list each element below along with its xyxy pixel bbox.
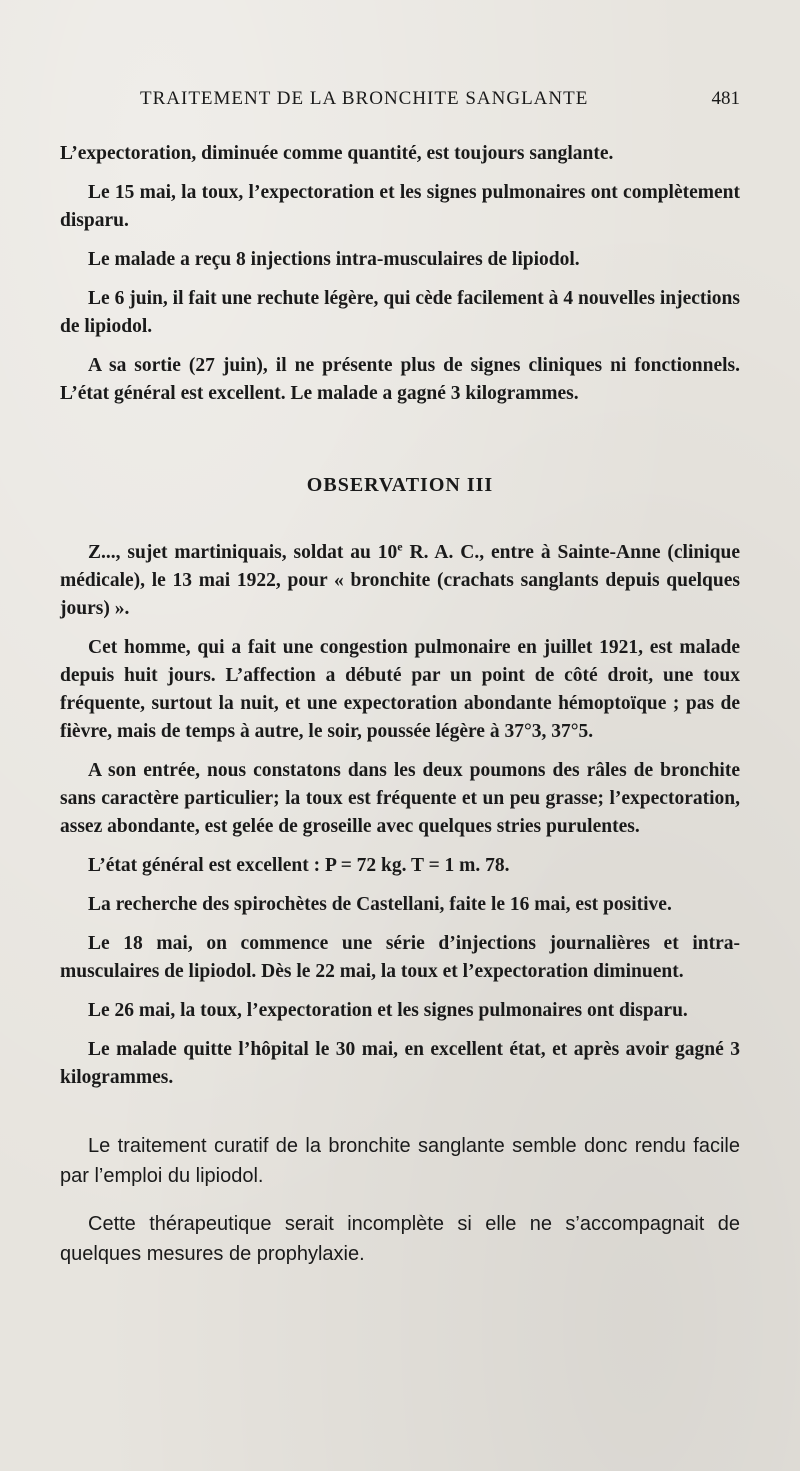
paragraph: L’état général est excellent : P = 72 kg. T = 1 m. 78. <box>88 855 510 876</box>
paragraph: Le 15 mai, la toux, l’expectoration et les signes pulmonaires ont complètement disparu. <box>60 182 740 231</box>
paragraph: A sa sortie (27 juin), il ne présente plus de signes cliniques ni fonctionnels. L’état général est excellent. Le malade a gagné 3 kilogrammes. <box>60 355 740 404</box>
paragraph: L’expectoration, diminuée comme quantité, est toujours sanglante. <box>60 143 614 164</box>
conclusion-paragraph: Cette thérapeutique serait incomplète si elle ne s’accompagnait de quelques mesures de prophylaxie. <box>60 1213 740 1265</box>
page-body <box>60 140 740 1287</box>
conclusion-paragraph: Le traitement curatif de la bronchite sanglante semble donc rendu facile par l’emploi du lipiodol. <box>60 1135 740 1187</box>
conclusion <box>60 1131 740 1269</box>
running-title: TRAITEMENT DE LA BRONCHITE SANGLANTE <box>140 88 589 109</box>
paragraph: Cet homme, qui a fait une congestion pulmonaire en juillet 1921, est malade depuis huit jours. L’affection a débuté par un point de côté droit, une toux fréquente, surtout la nuit, et une expectoration abondante hémoptoïque ; pas de fièvre, mais de temps à autre, le soir, poussée légère à 37°3, 37°5. <box>60 637 740 742</box>
paragraph-observation-intro <box>60 539 740 623</box>
superscript: e <box>397 539 403 554</box>
page-number: 481 <box>711 88 740 109</box>
page-header <box>60 88 740 118</box>
paragraph: Le 18 mai, on commence une série d’injections journalières et intra-musculaires de lipiodol. Dès le 22 mai, la toux et l’expectoration diminuent. <box>60 933 740 982</box>
paragraph: Le 6 juin, il fait une rechute légère, qui cède facilement à 4 nouvelles injections de lipiodol. <box>60 288 740 337</box>
paragraph: A son entrée, nous constatons dans les deux poumons des râles de bronchite sans caractère particulier; la toux est fréquente et un peu grasse; l’expectoration, assez abondante, est gelée de groseille avec quelques stries purulentes. <box>60 760 740 837</box>
paragraph: Le 26 mai, la toux, l’expectoration et les signes pulmonaires ont disparu. <box>88 1000 688 1021</box>
paragraph: Le malade quitte l’hôpital le 30 mai, en excellent état, et après avoir gagné 3 kilogrammes. <box>60 1039 740 1088</box>
intro-text-a: Z..., sujet martiniquais, soldat au 10 <box>88 542 398 563</box>
intro-text-b: R. A. C., entre à Sainte-Anne (clinique médicale), le 13 mai 1922, pour « bronchite (crachats sanglants depuis quelques jours) ». <box>60 542 740 619</box>
paragraph: Le malade a reçu 8 injections intra-musculaires de lipiodol. <box>88 249 580 270</box>
section-title: OBSERVATION III <box>306 474 494 496</box>
paragraph: La recherche des spirochètes de Castellani, faite le 16 mai, est positive. <box>88 894 672 915</box>
